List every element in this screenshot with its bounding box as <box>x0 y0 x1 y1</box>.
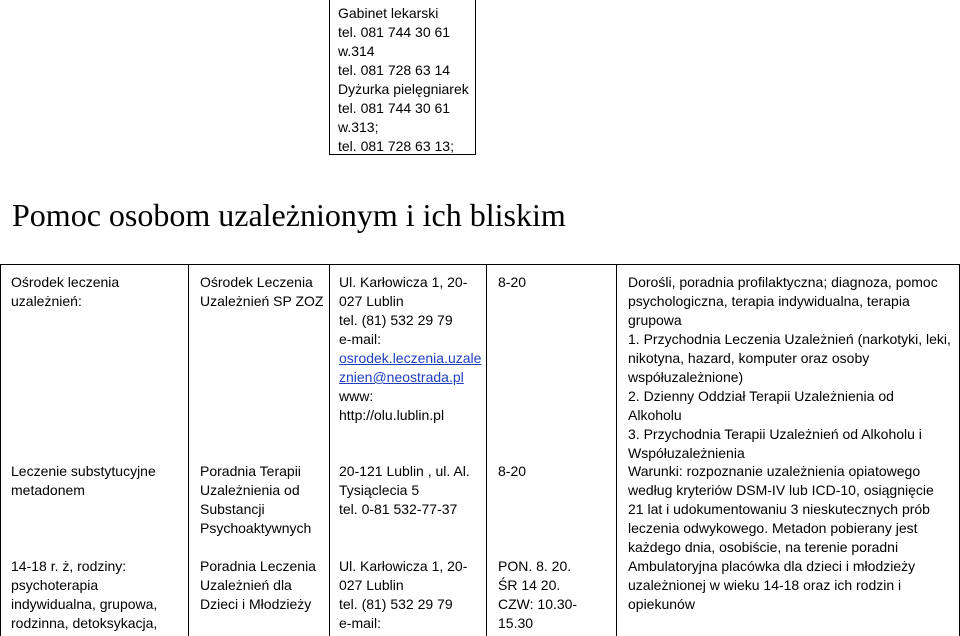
row-1-description: Dorośli, poradnia profilaktyczna; diagnoza, pomoc psychologiczna, terapia indywidualna, terapia grupowa 1. Przychodnia Leczenia Uzależnień (narkotyki, leki, nikotyna, hazard, komputer oraz osoby współuzależnione) 2. Dzienny Oddział Terapii Uzależnienia od Alkoholu 3. Przychodnia Terapii Uzależnień od Alkoholu i Współuzależnienia <box>628 274 951 461</box>
page-heading: Pomoc osobom uzależnionym i ich bliskim <box>12 197 566 233</box>
row-2-description: Warunki: rozpoznanie uzależnienia opiatowego według kryteriów DSM-IV lub ICD-10, osiągnięcie 21 lat i udokumentowaniu 3 nieskutecznych prób leczenia odwykowego. Metadon pobierany jest każdego dnia, osobiście, na terenie poradni <box>628 463 934 555</box>
col-divider <box>486 264 487 636</box>
row-1-hours: 8-20 <box>498 274 527 290</box>
row-3-address: Ul. Karłowicza 1, 20- 027 Lublin tel. (81) 532 29 79 e-mail: <box>339 558 468 631</box>
email-link[interactable]: znien@neostrada.pl <box>339 369 464 385</box>
row-2-institution: Poradnia Terapii Uzależnienia od Substancji Psychoaktywnych <box>200 463 312 536</box>
row-1-address: Ul. Karłowicza 1, 20- 027 Lublin tel. (81) 532 29 79 e-mail: osrodek.leczenia.uzale znien@neostrada.pl www: http://olu.lublin.pl <box>339 274 482 423</box>
row-3-description: Ambulatoryjna placówka dla dzieci i młodzieży uzależnionej w wieku 14-18 oraz ich rodzin i opiekunów <box>628 558 916 612</box>
top-line: w.313; <box>338 119 379 135</box>
email-link[interactable]: osrodek.leczenia.uzale <box>339 350 482 366</box>
top-line: Dyżurka pielęgniarek <box>338 81 469 97</box>
top-line: tel. 081 744 30 61 <box>338 100 451 116</box>
top-line: tel. 081 728 63 14 <box>338 62 451 78</box>
row-3-category: 14-18 r. ż, rodziny: psychoterapia indywidualna, grupowa, rodzinna, detoksykacja, <box>11 558 158 631</box>
website-text: http://olu.lublin.pl <box>339 407 445 423</box>
col-divider <box>188 264 189 636</box>
row-3-hours: PON. 8. 20. ŚR 14 20. CZW: 10.30- 15.30 <box>498 558 578 631</box>
col-divider <box>616 264 617 636</box>
top-line: w.314 <box>338 43 375 59</box>
row-2-address: 20-121 Lublin , ul. Al. Tysiąclecia 5 tel. 0-81 532-77-37 <box>339 463 470 517</box>
col-divider <box>329 264 330 636</box>
row-1-category: Ośrodek leczenia uzależnień: <box>11 274 120 309</box>
row-2-category: Leczenie substytucyjne metadonem <box>11 463 156 498</box>
row-1-institution: Ośrodek Leczenia Uzależnień SP ZOZ <box>200 274 324 309</box>
row-2-hours: 8-20 <box>498 463 527 479</box>
top-line: tel. 081 744 30 61 <box>338 24 451 40</box>
row-3-institution: Poradnia Leczenia Uzależnień dla Dzieci i Młodzieży <box>200 558 316 612</box>
top-line: tel. 081 728 63 13; <box>338 138 454 154</box>
top-cell-text <box>338 4 469 156</box>
top-line: Gabinet lekarski <box>338 5 439 21</box>
